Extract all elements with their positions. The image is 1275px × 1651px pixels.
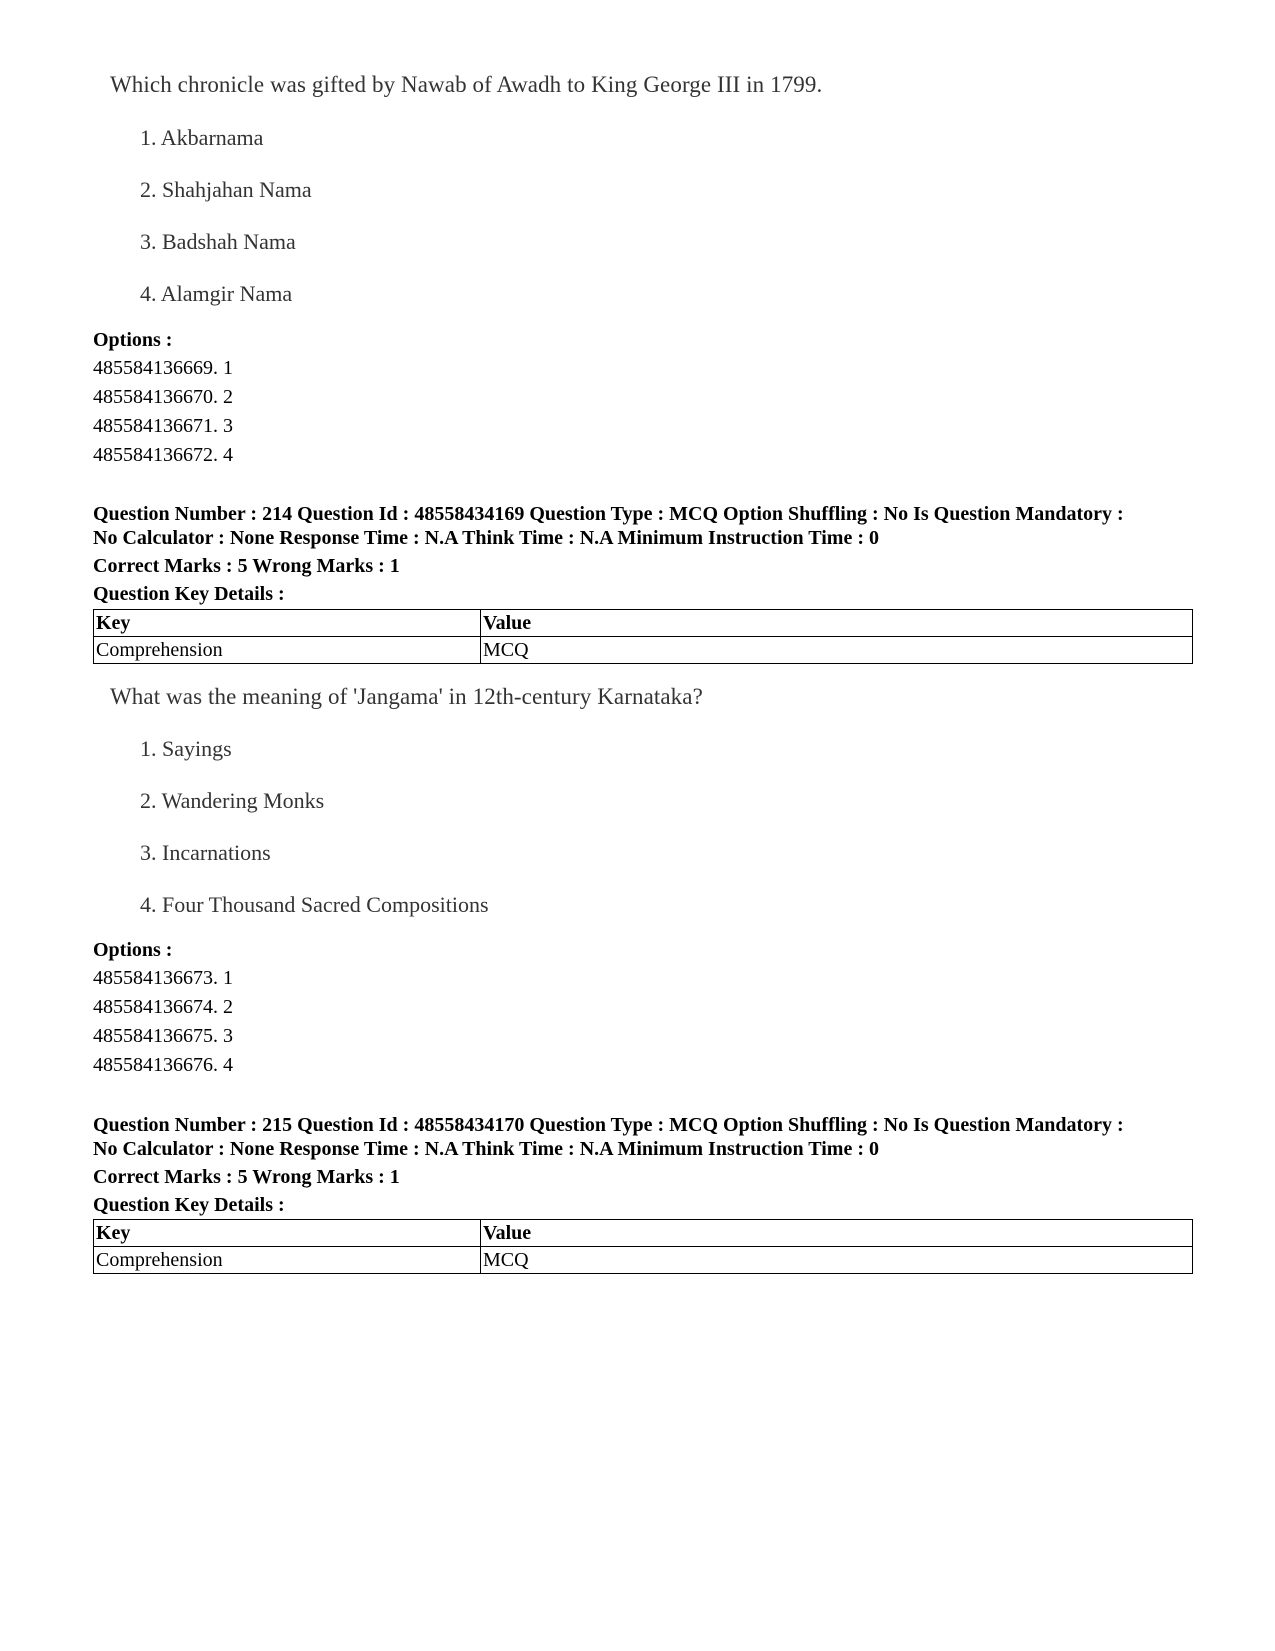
- option-line: 485584136671. 3: [93, 415, 233, 437]
- meta-line: Question Number : 215 Question Id : 48558434170 Question Type : MCQ Option Shuffling : No Is Question Mandatory :: [93, 1114, 1124, 1136]
- meta-line: No Calculator : None Response Time : N.A Think Time : N.A Minimum Instruction Time : 0: [93, 527, 879, 549]
- marks-line: Correct Marks : 5 Wrong Marks : 1: [93, 1166, 400, 1188]
- question-text: Which chronicle was gifted by Nawab of Awadh to King George III in 1799.: [110, 72, 823, 97]
- option-line: 485584136670. 2: [93, 386, 233, 408]
- options-section: [93, 938, 1193, 1080]
- key-details-table: [93, 609, 1193, 664]
- choice-4: 4. Four Thousand Sacred Compositions: [140, 892, 489, 917]
- table-header-key: Key: [94, 610, 481, 637]
- choice-4: 4. Alamgir Nama: [140, 281, 293, 306]
- meta-line: Question Number : 214 Question Id : 48558434169 Question Type : MCQ Option Shuffling : No Is Question Mandatory :: [93, 503, 1124, 525]
- table-row: [94, 1247, 1193, 1274]
- table-cell-key: Comprehension: [94, 1247, 481, 1274]
- key-details-label: Question Key Details :: [93, 583, 285, 605]
- options-label: Options :: [93, 939, 173, 961]
- table-cell-value: MCQ: [481, 1247, 1193, 1274]
- question-image: [110, 682, 1170, 712]
- option-line: 485584136674. 2: [93, 996, 233, 1018]
- table-header-row: [94, 610, 1193, 637]
- question-meta: [93, 502, 1193, 606]
- choice-1: 1. Sayings: [140, 736, 232, 761]
- choice-3: 3. Incarnations: [140, 840, 271, 865]
- option-line: 485584136669. 1: [93, 357, 233, 379]
- table-header-row: [94, 1220, 1193, 1247]
- choice-1: 1. Akbarnama: [140, 125, 264, 150]
- question-text: What was the meaning of 'Jangama' in 12th-century Karnataka?: [110, 684, 703, 709]
- meta-line: No Calculator : None Response Time : N.A Think Time : N.A Minimum Instruction Time : 0: [93, 1138, 879, 1160]
- table-header-key: Key: [94, 1220, 481, 1247]
- table-header-value: Value: [481, 610, 1193, 637]
- options-section: [93, 328, 1193, 470]
- marks-line: Correct Marks : 5 Wrong Marks : 1: [93, 555, 400, 577]
- question-image: [110, 70, 1170, 100]
- options-label: Options :: [93, 329, 173, 351]
- key-details-table: [93, 1219, 1193, 1274]
- choice-2: 2. Shahjahan Nama: [140, 177, 312, 202]
- table-row: [94, 637, 1193, 664]
- table-cell-value: MCQ: [481, 637, 1193, 664]
- table-header-value: Value: [481, 1220, 1193, 1247]
- key-details-label: Question Key Details :: [93, 1194, 285, 1216]
- option-line: 485584136672. 4: [93, 444, 233, 466]
- table-cell-key: Comprehension: [94, 637, 481, 664]
- option-line: 485584136676. 4: [93, 1054, 233, 1076]
- choice-2: 2. Wandering Monks: [140, 788, 325, 813]
- option-line: 485584136675. 3: [93, 1025, 233, 1047]
- question-meta: [93, 1113, 1193, 1217]
- choice-3: 3. Badshah Nama: [140, 229, 296, 254]
- option-line: 485584136673. 1: [93, 967, 233, 989]
